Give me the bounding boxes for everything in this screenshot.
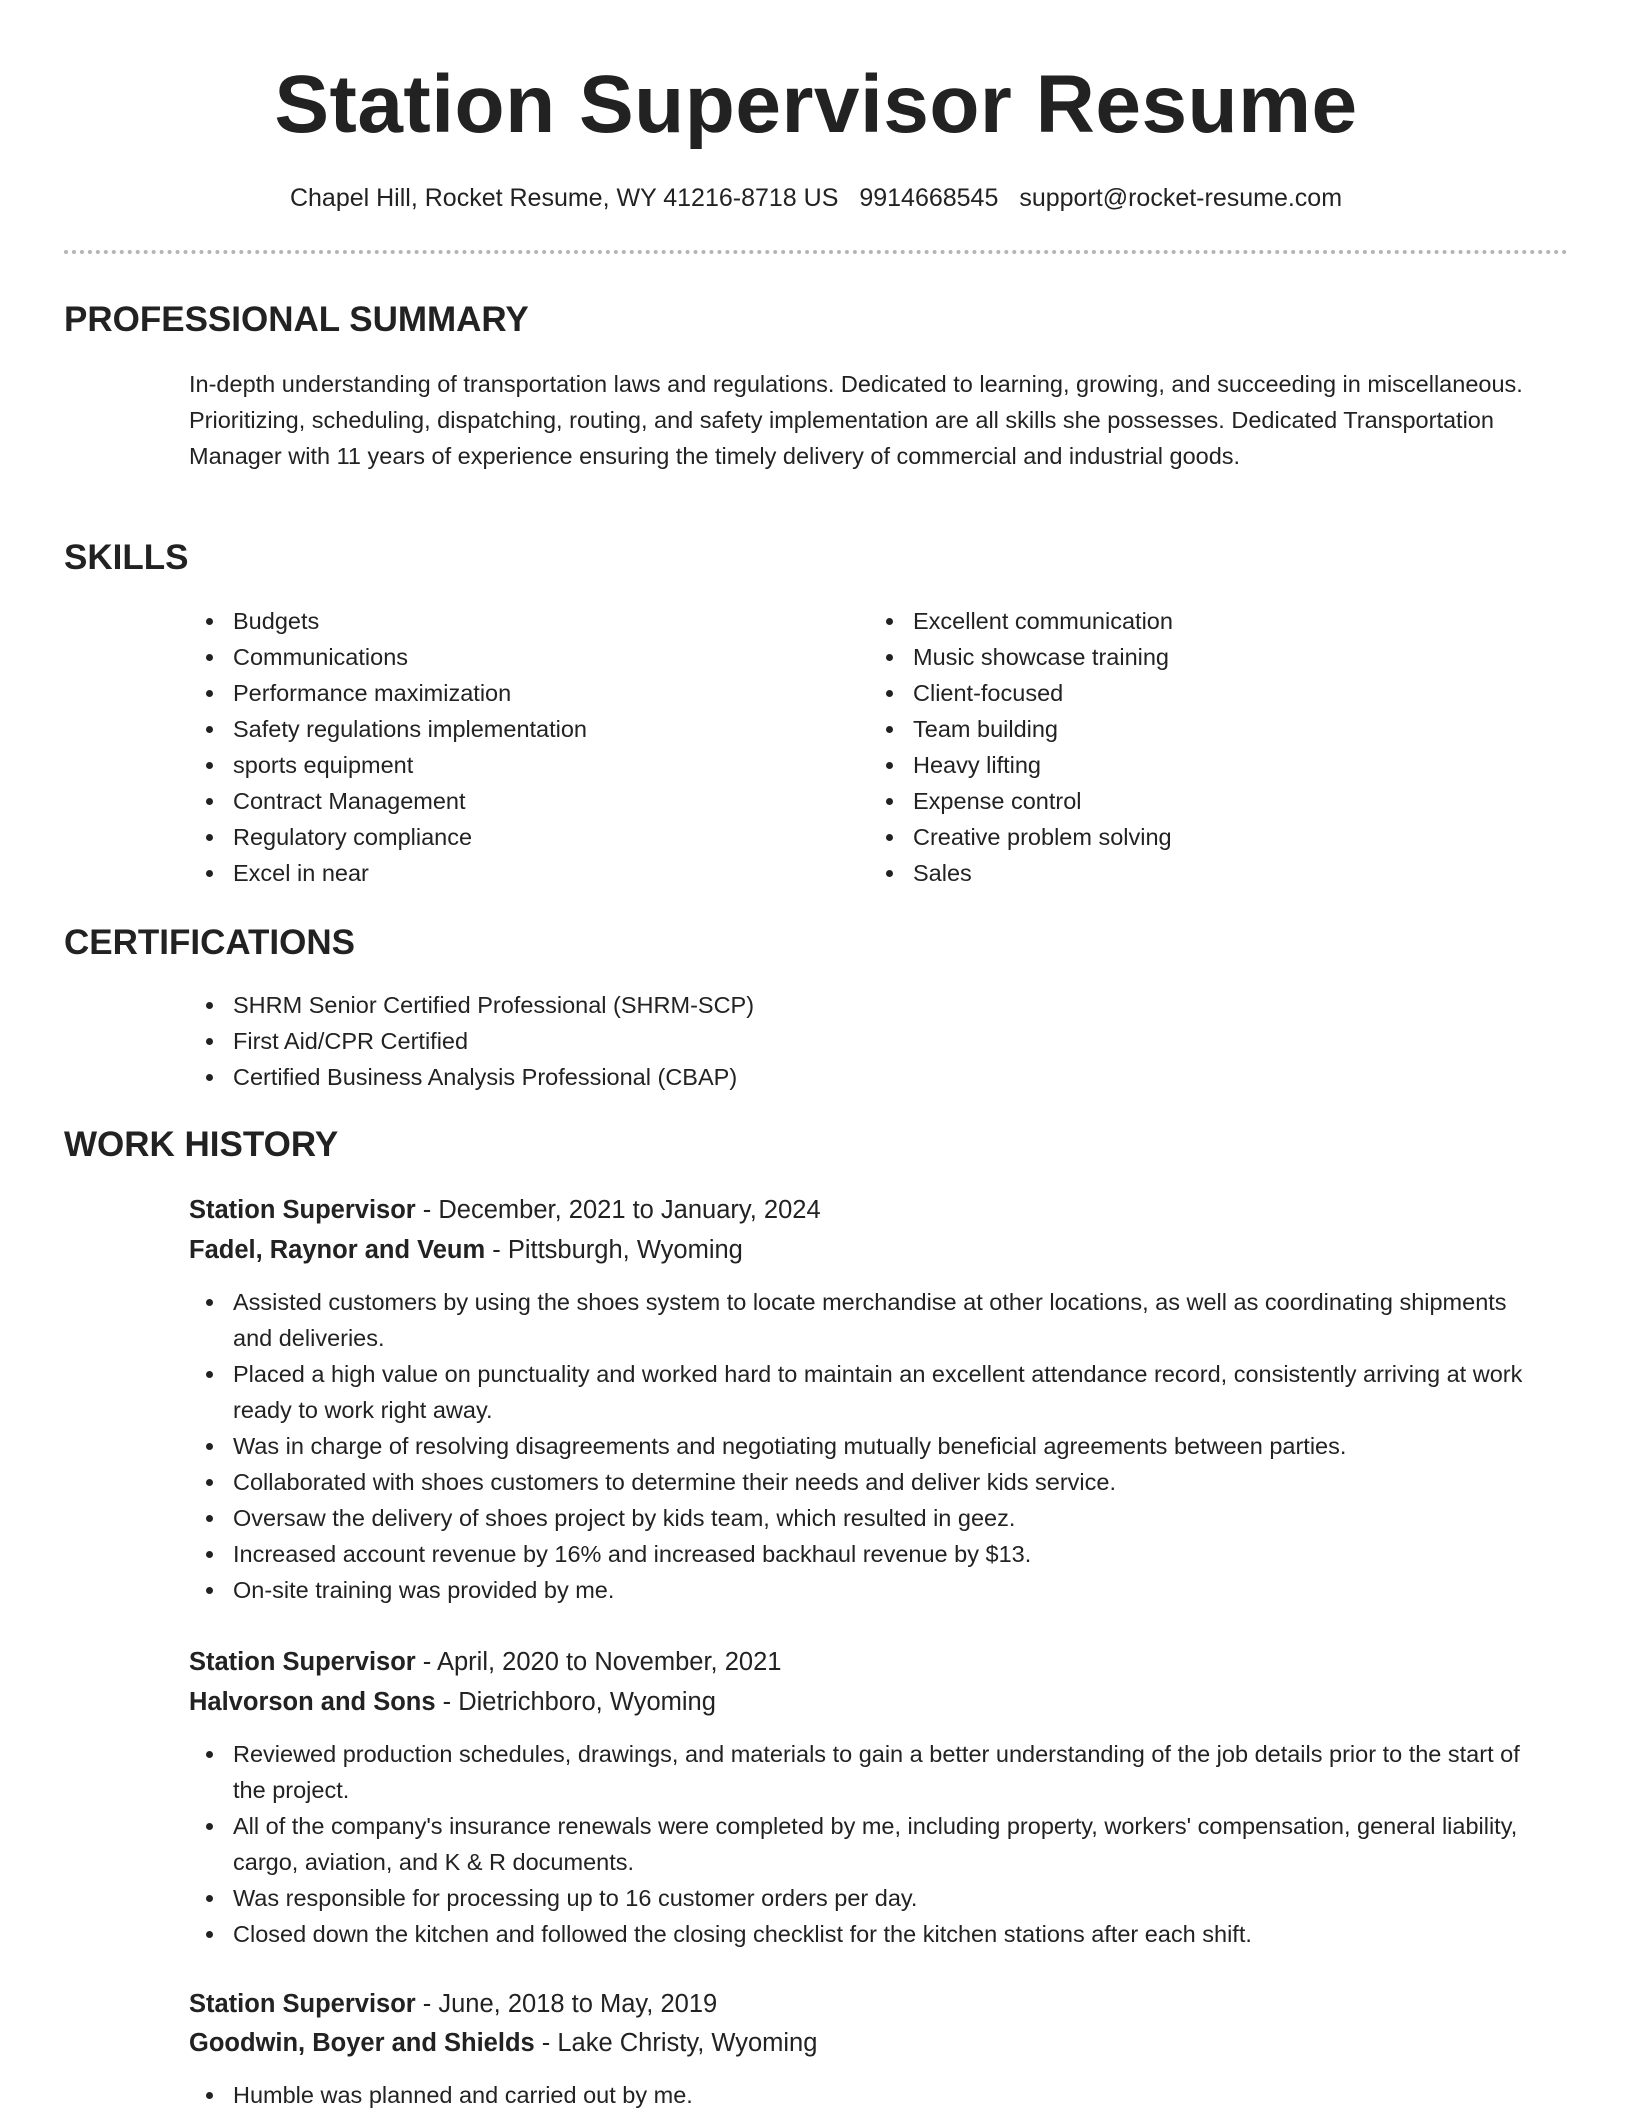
skill-item: sports equipment (189, 747, 829, 783)
job-bullet: Increased account revenue by 16% and increased backhaul revenue by $13. (189, 1536, 1549, 1572)
job-title-line (189, 1984, 1539, 2024)
summary-heading: PROFESSIONAL SUMMARY (64, 300, 529, 339)
header-divider (64, 250, 1568, 254)
skills-list-left (189, 603, 829, 891)
skill-item: Budgets (189, 603, 829, 639)
skill-item: Safety regulations implementation (189, 711, 829, 747)
skill-item: Creative problem solving (869, 819, 1509, 855)
skill-item: Team building (869, 711, 1509, 747)
job-dates: - December, 2021 to January, 2024 (415, 1196, 821, 1224)
contact-email[interactable]: support@rocket-resume.com (1019, 184, 1343, 212)
job-company: Halvorson and Sons (189, 1688, 436, 1716)
job-title-line (189, 1190, 1539, 1230)
job-company-line (189, 1230, 1539, 1270)
job-bullet: Was responsible for processing up to 16 customer orders per day. (189, 1880, 1549, 1916)
skill-item: Client-focused (869, 675, 1509, 711)
skill-item: Regulatory compliance (189, 819, 829, 855)
job-bullets (189, 1284, 1549, 1608)
skill-item: Heavy lifting (869, 747, 1509, 783)
job-bullets (189, 1736, 1549, 1952)
page-title: Station Supervisor Resume (274, 59, 1358, 150)
skill-item: Contract Management (189, 783, 829, 819)
skills-heading: SKILLS (64, 538, 189, 577)
job-bullet: All of the company's insurance renewals were completed by me, including property, workers' compensation, general liability, cargo, aviation, and K & R documents. (189, 1808, 1549, 1880)
certification-item: Certified Business Analysis Professional (CBAP) (189, 1059, 1539, 1095)
job-bullets (189, 2077, 1549, 2113)
skills-list-right (869, 603, 1509, 891)
job-bullet: Oversaw the delivery of shoes project by kids team, which resulted in geez. (189, 1500, 1549, 1536)
job-title-line (189, 1642, 1539, 1682)
job-bullet: Placed a high value on punctuality and worked hard to maintain an excellent attendance record, consistently arriving at work ready to work right away. (189, 1356, 1549, 1428)
job-bullet: Collaborated with shoes customers to determine their needs and deliver kids service. (189, 1464, 1549, 1500)
job-bullet: Closed down the kitchen and followed the closing checklist for the kitchen stations after each shift. (189, 1916, 1549, 1952)
skill-item: Performance maximization (189, 675, 829, 711)
work-history-heading: WORK HISTORY (64, 1125, 339, 1164)
job-bullet: Reviewed production schedules, drawings, and materials to gain a better understanding of the job details prior to the start of the project. (189, 1736, 1549, 1808)
job-location: - Lake Christy, Wyoming (534, 2029, 818, 2057)
job-dates: - June, 2018 to May, 2019 (415, 1990, 718, 2018)
skill-item: Communications (189, 639, 829, 675)
summary-text: In-depth understanding of transportation laws and regulations. Dedicated to learning, growing, and succeeding in miscellaneous. Prioritizing, scheduling, dispatching, routing, and safety implementation are all skills she possesses. Dedicated Transportation Manager with 11 years of experience ensuring the timely delivery of commercial and industrial goods. (189, 371, 1523, 469)
job-bullet: Assisted customers by using the shoes system to locate merchandise at other locations, as well as coordinating shipments and deliveries. (189, 1284, 1549, 1356)
job-bullet: Was in charge of resolving disagreements and negotiating mutually beneficial agreements between parties. (189, 1428, 1549, 1464)
job-company-line (189, 2023, 1539, 2063)
skill-item: Music showcase training (869, 639, 1509, 675)
job-bullet: On-site training was provided by me. (189, 1572, 1549, 1608)
job-location: - Dietrichboro, Wyoming (435, 1688, 716, 1716)
job-bullet: Humble was planned and carried out by me. (189, 2077, 1549, 2113)
job-title: Station Supervisor (189, 1990, 416, 2018)
job-title: Station Supervisor (189, 1196, 416, 1224)
skill-item: Sales (869, 855, 1509, 891)
certifications-heading: CERTIFICATIONS (64, 923, 356, 962)
skill-item: Excel in near (189, 855, 829, 891)
certification-item: SHRM Senior Certified Professional (SHRM-SCP) (189, 987, 1539, 1023)
contact-info (0, 180, 1632, 216)
job-company-line (189, 1682, 1539, 1722)
contact-address: Chapel Hill, Rocket Resume, WY 41216-8718 US (289, 184, 839, 212)
job-location: - Pittsburgh, Wyoming (485, 1236, 743, 1264)
job-company: Fadel, Raynor and Veum (189, 1236, 486, 1264)
certifications-list (189, 987, 1539, 1095)
skill-item: Expense control (869, 783, 1509, 819)
job-title: Station Supervisor (189, 1648, 416, 1676)
job-company: Goodwin, Boyer and Shields (189, 2029, 535, 2057)
certification-item: First Aid/CPR Certified (189, 1023, 1539, 1059)
contact-phone: 9914668545 (859, 184, 999, 212)
job-dates: - April, 2020 to November, 2021 (415, 1648, 782, 1676)
skill-item: Excellent communication (869, 603, 1509, 639)
